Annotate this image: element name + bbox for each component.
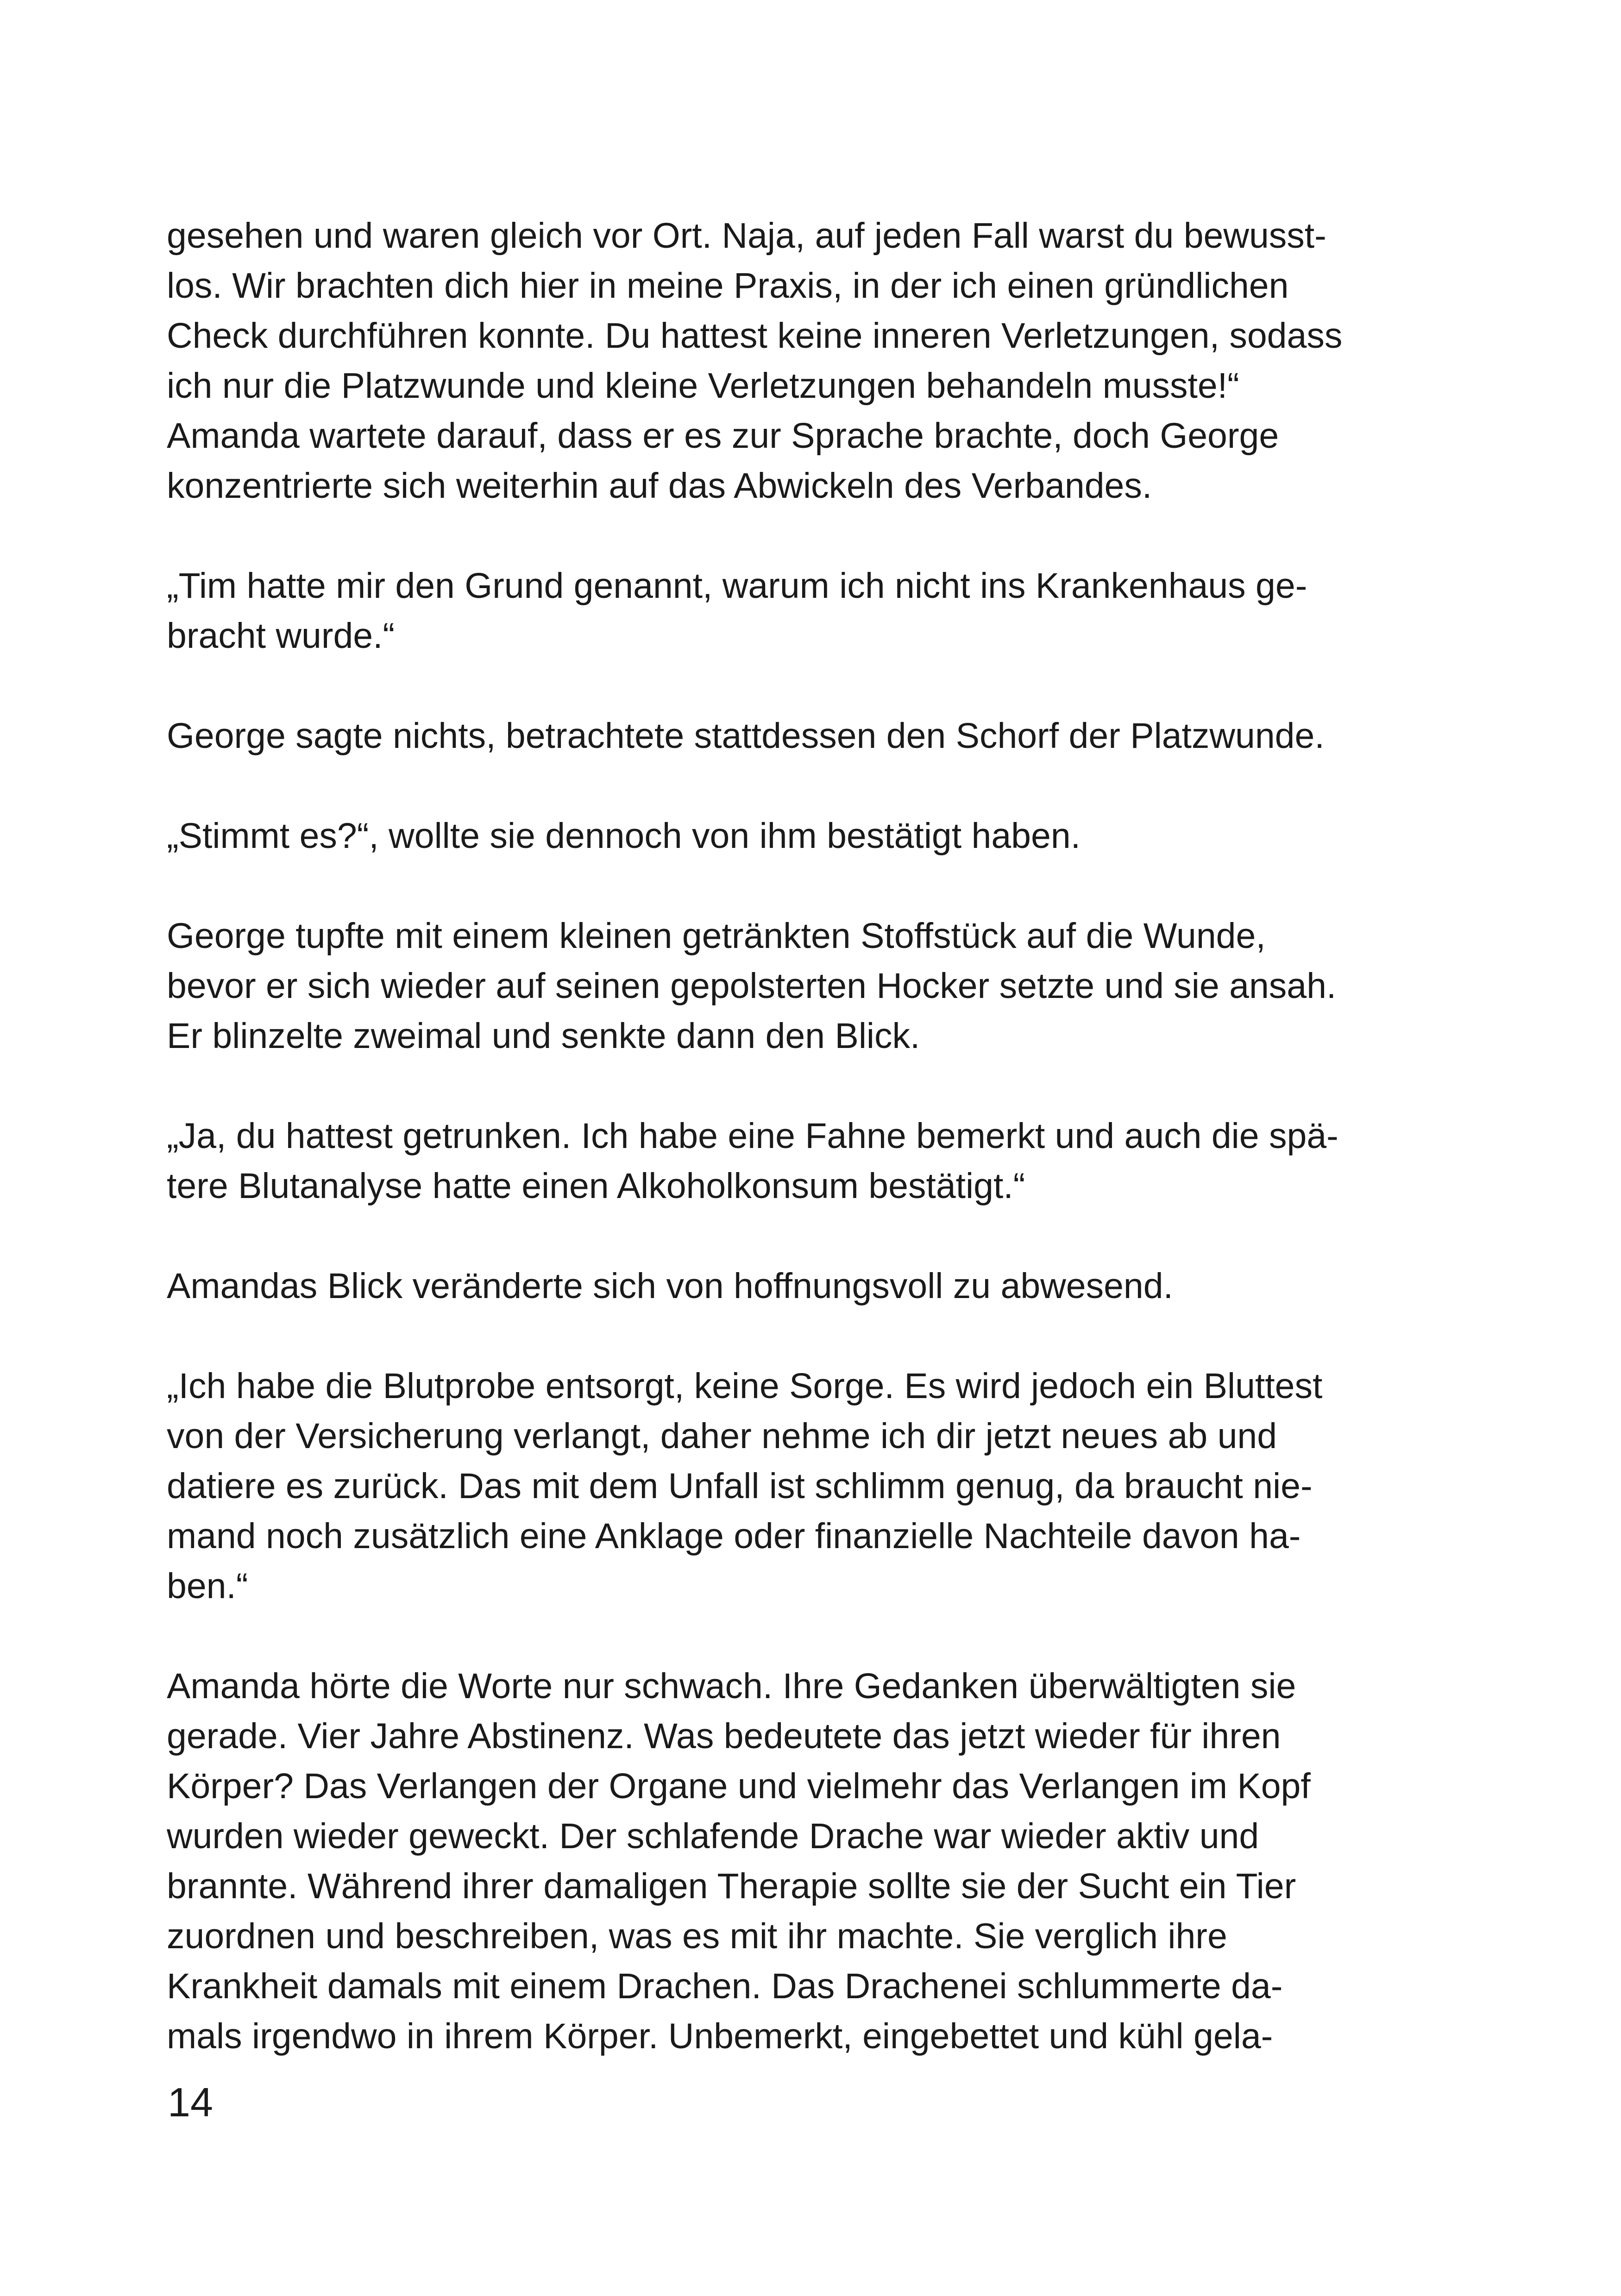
body-text: [167, 211, 1464, 2111]
paragraph: [167, 711, 1464, 761]
text-line: Check durchführen konnte. Du hattest keine inneren Verletzungen, sodass: [167, 316, 1343, 356]
paragraph: [167, 211, 1464, 511]
text-line: Amanda wartete darauf, dass er es zur Sprache brachte, doch George: [167, 416, 1279, 456]
text-line: los. Wir brachten dich hier in meine Praxis, in der ich einen gründlichen: [167, 266, 1289, 306]
text-line: „Ich habe die Blutprobe entsorgt, keine Sorge. Es wird jedoch ein Bluttest: [167, 1366, 1323, 1406]
text-line: Krankheit damals mit einem Drachen. Das Drachenei schlummerte da-: [167, 1966, 1283, 2006]
paragraph: [167, 811, 1464, 861]
paragraph: [167, 911, 1464, 1061]
text-line: gesehen und waren gleich vor Ort. Naja, auf jeden Fall warst du bewusst-: [167, 216, 1326, 256]
text-line: Amanda hörte die Worte nur schwach. Ihre Gedanken überwältigten sie: [167, 1666, 1296, 1706]
text-line: „Ja, du hattest getrunken. Ich habe eine Fahne bemerkt und auch die spä-: [167, 1116, 1338, 1156]
text-line: wurden wieder geweckt. Der schlafende Drache war wieder aktiv und: [167, 1816, 1259, 1856]
text-line: bracht wurde.“: [167, 616, 395, 656]
text-line: Amandas Blick veränderte sich von hoffnungsvoll zu abwesend.: [167, 1266, 1173, 1306]
text-line: Er blinzelte zweimal und senkte dann den Blick.: [167, 1016, 920, 1056]
text-line: ich nur die Platzwunde und kleine Verletzungen behandeln musste!“: [167, 366, 1239, 406]
text-line: mals irgendwo in ihrem Körper. Unbemerkt, eingebettet und kühl gela-: [167, 2016, 1273, 2056]
text-line: gerade. Vier Jahre Abstinenz. Was bedeutete das jetzt wieder für ihren: [167, 1716, 1281, 1756]
paragraph: [167, 1661, 1464, 2061]
text-line: konzentrierte sich weiterhin auf das Abwickeln des Verbandes.: [167, 466, 1152, 506]
paragraph: [167, 1261, 1464, 1311]
text-line: brannte. Während ihrer damaligen Therapie sollte sie der Sucht ein Tier: [167, 1866, 1296, 1906]
page-number: 14: [168, 2079, 213, 2125]
text-line: George sagte nichts, betrachtete stattdessen den Schorf der Platzwunde.: [167, 716, 1325, 756]
text-line: zuordnen und beschreiben, was es mit ihr machte. Sie verglich ihre: [167, 1916, 1227, 1956]
text-line: tere Blutanalyse hatte einen Alkoholkonsum bestätigt.“: [167, 1166, 1025, 1206]
text-line: mand noch zusätzlich eine Anklage oder finanzielle Nachteile davon ha-: [167, 1516, 1301, 1556]
text-line: Körper? Das Verlangen der Organe und vielmehr das Verlangen im Kopf: [167, 1766, 1311, 1806]
text-line: „Stimmt es?“, wollte sie dennoch von ihm bestätigt haben.: [167, 816, 1081, 856]
paragraph: [167, 561, 1464, 661]
text-line: bevor er sich wieder auf seinen gepolsterten Hocker setzte und sie ansah.: [167, 966, 1337, 1006]
paragraph: [167, 1111, 1464, 1211]
text-line: George tupfte mit einem kleinen getränkten Stoffstück auf die Wunde,: [167, 916, 1266, 956]
text-line: ben.“: [167, 1566, 248, 1606]
text-line: von der Versicherung verlangt, daher nehme ich dir jetzt neues ab und: [167, 1416, 1277, 1456]
text-line: „Tim hatte mir den Grund genannt, warum ich nicht ins Krankenhaus ge-: [167, 566, 1307, 606]
paragraph: [167, 1361, 1464, 1611]
text-line: datiere es zurück. Das mit dem Unfall ist schlimm genug, da braucht nie-: [167, 1466, 1313, 1506]
